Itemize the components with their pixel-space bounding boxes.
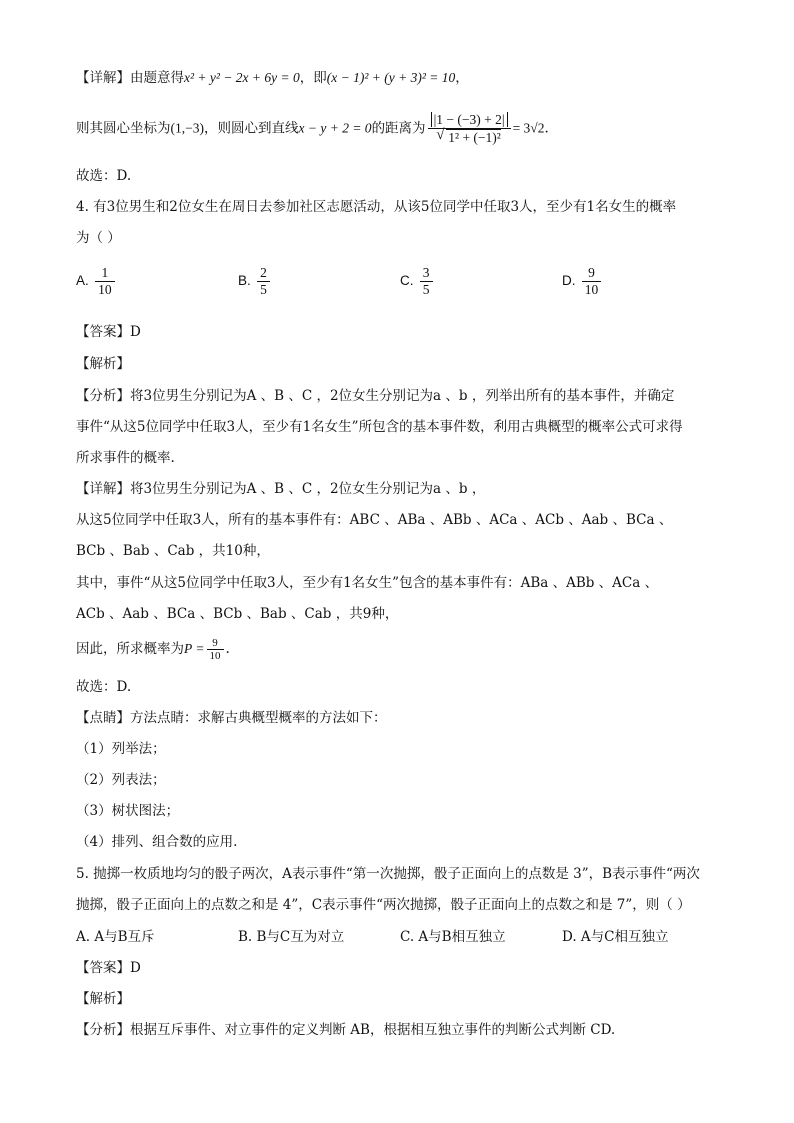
q4-probability-line: [76, 637, 734, 662]
distance-fraction: [428, 112, 511, 146]
q5-option-d: D. A与C相互独立: [562, 929, 669, 945]
q4-detail-line2: 从这5位同学中任取3人，所有的基本事件有：ABC 、ABa 、ABb 、ACa 、ACb 、Aab 、BCa 、: [76, 512, 673, 528]
circle-center: (1,−3): [170, 120, 204, 136]
q3-answer: 故选：D.: [76, 168, 132, 184]
q3-line2-text-2: ，则圆心到直线: [203, 120, 299, 137]
q5-stem-line2: 抛掷，骰子正面向上的点数之和是 4”，C表示事件“两次抛掷，骰子正面向上的点数之和是 7”，则（ ）: [76, 897, 691, 913]
q5-option-b: B. B与C互为对立: [238, 929, 345, 945]
detail-tag: 【详解】: [76, 70, 130, 86]
probability-fraction: $\frac{9}{10}$: [207, 637, 224, 662]
q4-option-b: [238, 265, 272, 298]
q3-detail-line1: [76, 68, 734, 88]
option-fraction: $\frac{1}{10}$: [95, 265, 115, 298]
q4-detail-line3: BCb 、Bab 、Cab ，共10种，: [76, 543, 270, 559]
q4-answer: 【答案】D: [76, 324, 141, 340]
option-fraction: $\frac{3}{5}$: [420, 265, 433, 298]
q3-text-3: ，: [455, 70, 469, 86]
probability-end: .: [225, 641, 230, 657]
option-label: C.: [400, 273, 414, 288]
option-label: B.: [238, 273, 251, 288]
line-equation: x − y + 2 = 0: [298, 120, 372, 136]
q4-fenxi-line1: 【分析】将3位男生分别记为A 、B 、C ，2位女生分别记为a 、b ，列举出所有的基本事件，并确定: [76, 388, 675, 404]
option-label: A.: [76, 273, 89, 288]
q3-equation-2: (x − 1)² + (y + 3)² = 10: [326, 70, 456, 85]
option-fraction: $\frac{9}{10}$: [582, 265, 602, 298]
distance-numerator: |1 − (−3) + 2|: [431, 112, 508, 127]
option-fraction: $\frac{2}{5}$: [257, 265, 270, 298]
method-item: （4）排列、组合数的应用.: [76, 834, 238, 850]
q4-stem-line2: 为（ ）: [76, 230, 121, 246]
q4-option-a: [76, 265, 117, 298]
probability-variable: P =: [184, 641, 205, 656]
distance-denominator: √ 1² + (−1)²: [446, 129, 501, 146]
q4-analysis-heading: 【解析】: [76, 356, 130, 372]
option-label: D.: [562, 273, 576, 288]
q5-fenxi: 【分析】根据互斥事件、对立事件的定义判断 AB，根据相互独立事件的判断公式判断 CD.: [76, 1022, 616, 1038]
q3-text-2: ，即: [299, 70, 327, 86]
q5-answer: 【答案】D: [76, 960, 141, 976]
method-item: （1）列举法；: [76, 741, 166, 757]
q4-option-d: [562, 265, 603, 298]
q5-option-a: A. A与B互斥: [76, 929, 155, 945]
q4-choose: 故选：D.: [76, 679, 132, 695]
q3-line2-end: .: [544, 120, 549, 137]
probability-text: 因此，所求概率为: [76, 641, 184, 657]
q3-line2-text-1: 则其圆心坐标为: [76, 120, 171, 137]
q3-detail-line2: [76, 112, 734, 146]
q4-detail-line1: 【详解】将3位男生分别记为A 、B 、C ，2位女生分别记为a 、b ，: [76, 481, 486, 497]
q5-analysis-heading: 【解析】: [76, 991, 130, 1007]
q5-option-c: C. A与B相互独立: [400, 929, 506, 945]
q3-text-1: 由题意得: [130, 70, 184, 86]
distance-result: = 3√2: [512, 120, 545, 136]
q3-equation-1: x² + y² − 2x + 6y = 0: [184, 70, 300, 85]
q4-stem-line1: 4. 有3位男生和2位女生在周日去参加社区志愿活动，从该5位同学中任取3人，至少有1名女生的概率: [76, 199, 677, 215]
q5-stem-line1: 5. 抛掷一枚质地均匀的骰子两次，A表示事件“第一次抛掷，骰子正面向上的点数是 3”，B表示事件“两次: [76, 866, 700, 882]
q4-dianjing: 【点睛】方法点睛：求解古典概型概率的方法如下：: [76, 710, 387, 726]
method-item: （2）列表法；: [76, 772, 166, 788]
q3-line2-text-3: 的距离为: [371, 120, 426, 137]
q4-option-c: [400, 265, 435, 298]
q4-fenxi-line3: 所求事件的概率.: [76, 450, 175, 466]
q4-fenxi-line2: 事件“从这5位同学中任取3人，至少有1名女生”所包含的基本事件数，利用古典概型的概率公式可求得: [76, 419, 683, 435]
q4-detail-line5: ACb 、Aab 、BCa 、BCb 、Bab 、Cab ，共9种，: [76, 606, 399, 622]
q4-detail-line4: 其中，事件“从这5位同学中任取3人，至少有1名女生”包含的基本事件有：ABa 、ABb 、ACa 、: [76, 575, 659, 591]
method-item: （3）树状图法；: [76, 803, 180, 819]
